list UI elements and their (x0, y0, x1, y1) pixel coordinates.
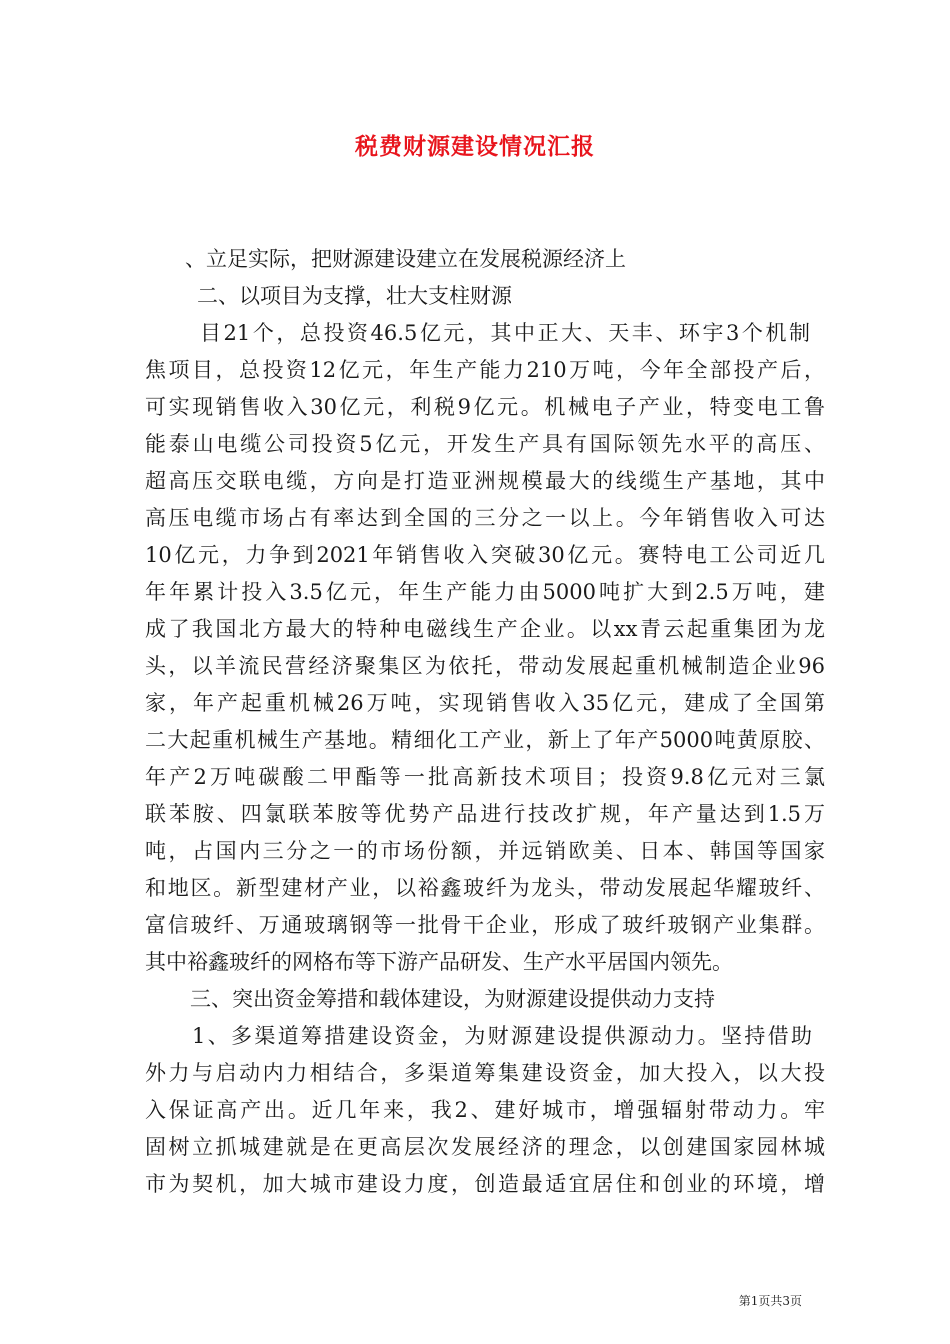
paragraph-1-line: 吨，占国内三分之一的市场份额，并远销欧美、日本、韩国等国家 (145, 839, 825, 863)
paragraph-2-line: 入保证高产出。近几年来，我2、建好城市，增强辐射带动力。牢 (145, 1098, 825, 1122)
paragraph-1-line: 其中裕鑫玻纤的网格布等下游产品研发、生产水平居国内领先。 (145, 950, 733, 974)
paragraph-2-line: 固树立抓城建就是在更高层次发展经济的理念，以创建国家园林城 (145, 1135, 825, 1159)
paragraph-2-line: 外力与启动内力相结合，多渠道筹集建设资金，加大投入，以大投 (145, 1061, 825, 1085)
paragraph-2-line: 1、多渠道筹措建设资金，为财源建设提供源动力。坚持借助 (192, 1024, 812, 1048)
paragraph-1-line: 10亿元，力争到2021年销售收入突破30亿元。赛特电工公司近几 (145, 543, 825, 567)
heading-2: 二、以项目为支撑，壮大支柱财源 (197, 284, 512, 308)
paragraph-2-line: 市为契机，加大城市建设力度，创造最适宜居住和创业的环境，增 (145, 1172, 825, 1196)
paragraph-1-line: 年年累计投入3.5亿元，年生产能力由5000吨扩大到2.5万吨，建 (145, 580, 825, 604)
paragraph-1-line: 可实现销售收入30亿元，利税9亿元。机械电子产业，特变电工鲁 (145, 395, 825, 419)
heading-3: 三、突出资金筹措和载体建设，为财源建设提供动力支持 (190, 987, 715, 1011)
paragraph-1-line: 目21个，总投资46.5亿元，其中正大、天丰、环宇3个机制 (200, 321, 810, 345)
paragraph-1-line: 头，以羊流民营经济聚集区为依托，带动发展起重机械制造企业96 (145, 654, 825, 678)
document-title: 税费财源建设情况汇报 (355, 133, 595, 160)
paragraph-1-line: 富信玻纤、万通玻璃钢等一批骨干企业，形成了玻纤玻钢产业集群。 (145, 913, 825, 937)
paragraph-1-line: 联苯胺、四氯联苯胺等优势产品进行技改扩规，年产量达到1.5万 (145, 802, 825, 826)
paragraph-1-line: 能泰山电缆公司投资5亿元，开发生产具有国际领先水平的高压、 (145, 432, 825, 456)
paragraph-1-line: 超高压交联电缆，方向是打造亚洲规模最大的线缆生产基地，其中 (145, 469, 825, 493)
paragraph-1-line: 和地区。新型建材产业，以裕鑫玻纤为龙头，带动发展起华耀玻纤、 (145, 876, 825, 900)
paragraph-1-line: 成了我国北方最大的特种电磁线生产企业。以xx青云起重集团为龙 (145, 617, 825, 641)
page-number: 第1页共3页 (738, 1294, 802, 1308)
paragraph-1-line: 高压电缆市场占有率达到全国的三分之一以上。今年销售收入可达 (145, 506, 825, 530)
paragraph-1-line: 家，年产起重机械26万吨，实现销售收入35亿元，建成了全国第 (145, 691, 825, 715)
paragraph-1-line: 焦项目，总投资12亿元，年生产能力210万吨，今年全部投产后， (145, 358, 825, 382)
paragraph-1-line: 年产2万吨碳酸二甲酯等一批高新技术项目；投资9.8亿元对三氯 (145, 765, 825, 789)
heading-1: 、立足实际，把财源建设建立在发展税源经济上 (185, 247, 626, 271)
paragraph-1-line: 二大起重机械生产基地。精细化工产业，新上了年产5000吨黄原胶、 (145, 728, 825, 752)
